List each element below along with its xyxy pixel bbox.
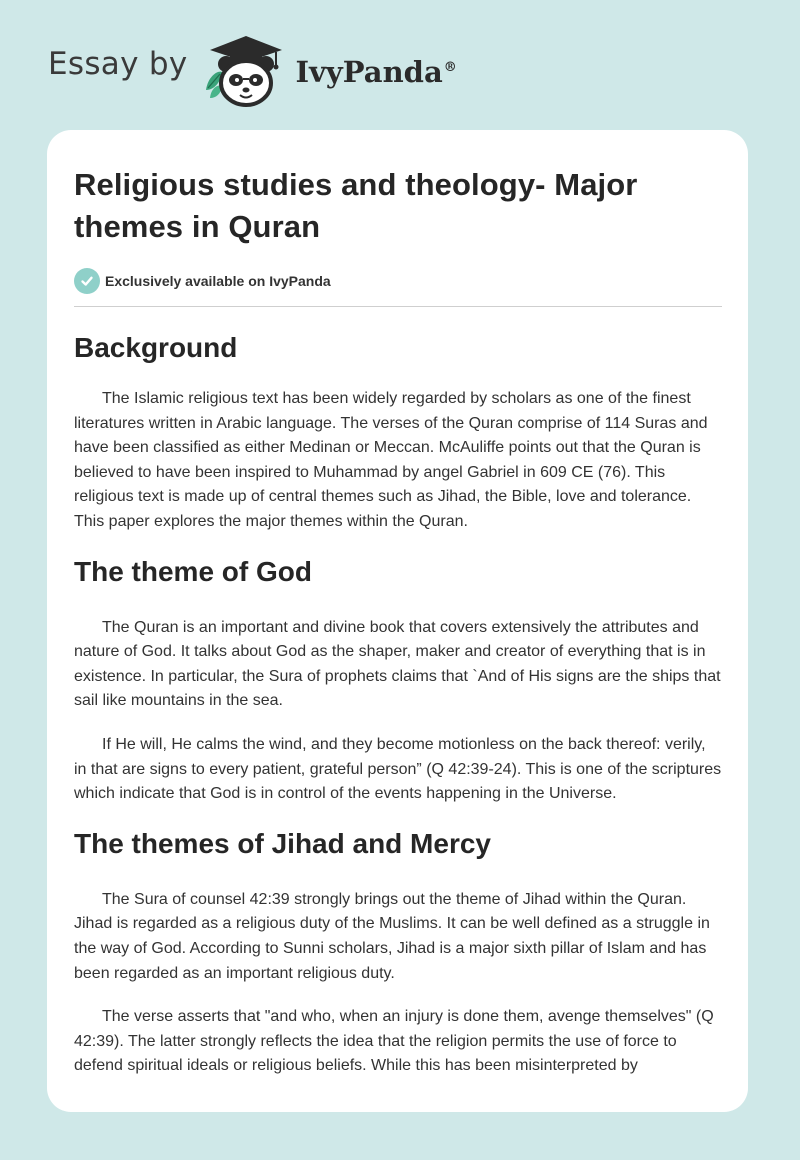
paragraph: The Quran is an important and divine book that covers extensively the attributes and nature of God. It talks about God as the shaper, maker and creator of everything that is in existence. In particular, the Sura of prophets claims that `And of His signs are the ships that sail like mountains in the sea. bbox=[74, 618, 721, 710]
essay-by-label: Essay by bbox=[48, 46, 188, 82]
paragraph: The verse asserts that "and who, when an injury is done them, avenge themselves" (Q 42:39). The latter strongly reflects the idea that the religion permits the use of force to defend spiritual ideals or religious beliefs. While this has been misinterpreted by bbox=[74, 1008, 714, 1075]
section-heading-background: Background bbox=[74, 332, 238, 363]
essay-card bbox=[47, 130, 748, 1112]
registered-mark: ® bbox=[443, 60, 457, 76]
section-heading-theme-of-god: The theme of God bbox=[74, 555, 312, 587]
paragraph: The Islamic religious text has been widely regarded by scholars as one of the finest literatures written in Arabic language. The verses of the Quran comprise of 114 Suras and have been classified as either Medinan or Meccan. McAuliffe points out that the Quran is believed to have been inspired to Muhammad by angel Gabriel in 609 CE (76). This religious text is made up of central themes such as Jihad, the Bible, love and tolerance. This paper explores the major themes within the Quran. bbox=[74, 390, 708, 530]
ivypanda-logo-icon[interactable] bbox=[202, 30, 290, 110]
exclusive-badge-label: Exclusively available on IvyPanda bbox=[105, 273, 331, 289]
ivypanda-brand-name[interactable] bbox=[296, 55, 457, 89]
exclusive-badge bbox=[74, 267, 722, 295]
paragraph: The Sura of counsel 42:39 strongly brings out the theme of Jihad within the Quran. Jihad is regarded as a religious duty of the Muslims. It can be well defined as a struggle in the way of God. According to Sunni scholars, Jihad is a major sixth pillar of Islam and has been regarded as an important religious duty. bbox=[74, 890, 710, 982]
brand-text: IvyPanda bbox=[295, 55, 443, 89]
essay-title: Religious studies and theology- Major themes in Quran bbox=[74, 167, 638, 244]
check-icon bbox=[74, 268, 100, 294]
paragraph: If He will, He calms the wind, and they become motionless on the back thereof: verily, in that are signs to every patient, grateful person” (Q 42:39-24). This is one of the scriptures which indicate that God is in control of the events happening in the Universe. bbox=[74, 735, 722, 803]
title-divider bbox=[74, 306, 722, 307]
site-header bbox=[48, 30, 457, 110]
section-heading-jihad-and-mercy: The themes of Jihad and Mercy bbox=[74, 827, 491, 859]
